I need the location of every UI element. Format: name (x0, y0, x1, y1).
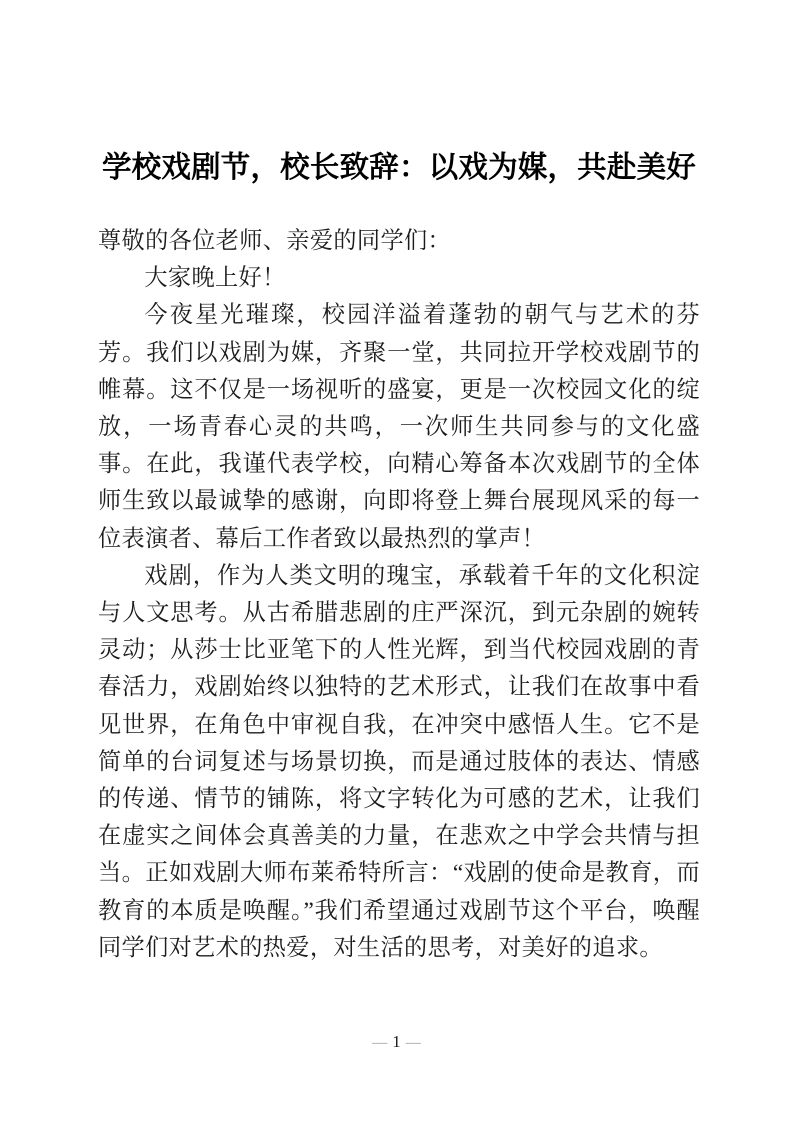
page-title (98, 0, 700, 190)
body-paragraph-1: 今夜星光璀璨，校园洋溢着蓬勃的朝气与艺术的芬芳。我们以戏剧为媒，齐聚一堂，共同拉开学校戏剧节的帷幕。这不仅是一场视听的盛宴，更是一次校园文化的绽放，一场青春心灵的共鸣，一次师生共同参与的文化盛事。在此，我谨代表学校，向精心筹备本次戏剧节的全体师生致以最诚挚的感谢，向即将登上舞台展现风采的每一位表演者、幕后工作者致以最热烈的掌声！ (98, 302, 700, 552)
page-footer (0, 1032, 793, 1053)
document-content (98, 0, 700, 967)
body-paragraph-2: 戏剧，作为人类文明的瑰宝，承载着千年的文化积淀与人文思考。从古希腊悲剧的庄严深沉，到元杂剧的婉转灵动；从莎士比亚笔下的人性光辉，到当代校园戏剧的青春活力，戏剧始终以独特的艺术形式，让我们在故事中看见世界，在角色中审视自我，在冲突中感悟人生。它不是简单的台词复述与场景切换，而是通过肢体的表达、情感的传递、情节的铺陈，将文字转化为可感的艺术，让我们在虚实之间体会真善美的力量，在悲欢之中学会共情与担当。正如戏剧大师布莱希特所言：“戏剧的使命是教育，而教育的本质是唤醒。”我们希望通过戏剧节这个平台，唤醒同学们对艺术的热爱，对生活的思考，对美好的追求。 (98, 562, 700, 961)
salutation-line: 尊敬的各位老师、亲爱的同学们： (98, 228, 452, 254)
greeting-line: 大家晚上好！ (144, 265, 286, 292)
page-title-line-1: 学校戏剧节，校长致辞：以戏为媒，共赴 (101, 151, 637, 184)
page-number: 1 (392, 1032, 401, 1051)
document-body (98, 190, 700, 967)
footer-dash-right: — (405, 1035, 421, 1051)
footer-dash-left: — (372, 1035, 388, 1051)
page-title-line-2: 美好 (636, 151, 696, 184)
